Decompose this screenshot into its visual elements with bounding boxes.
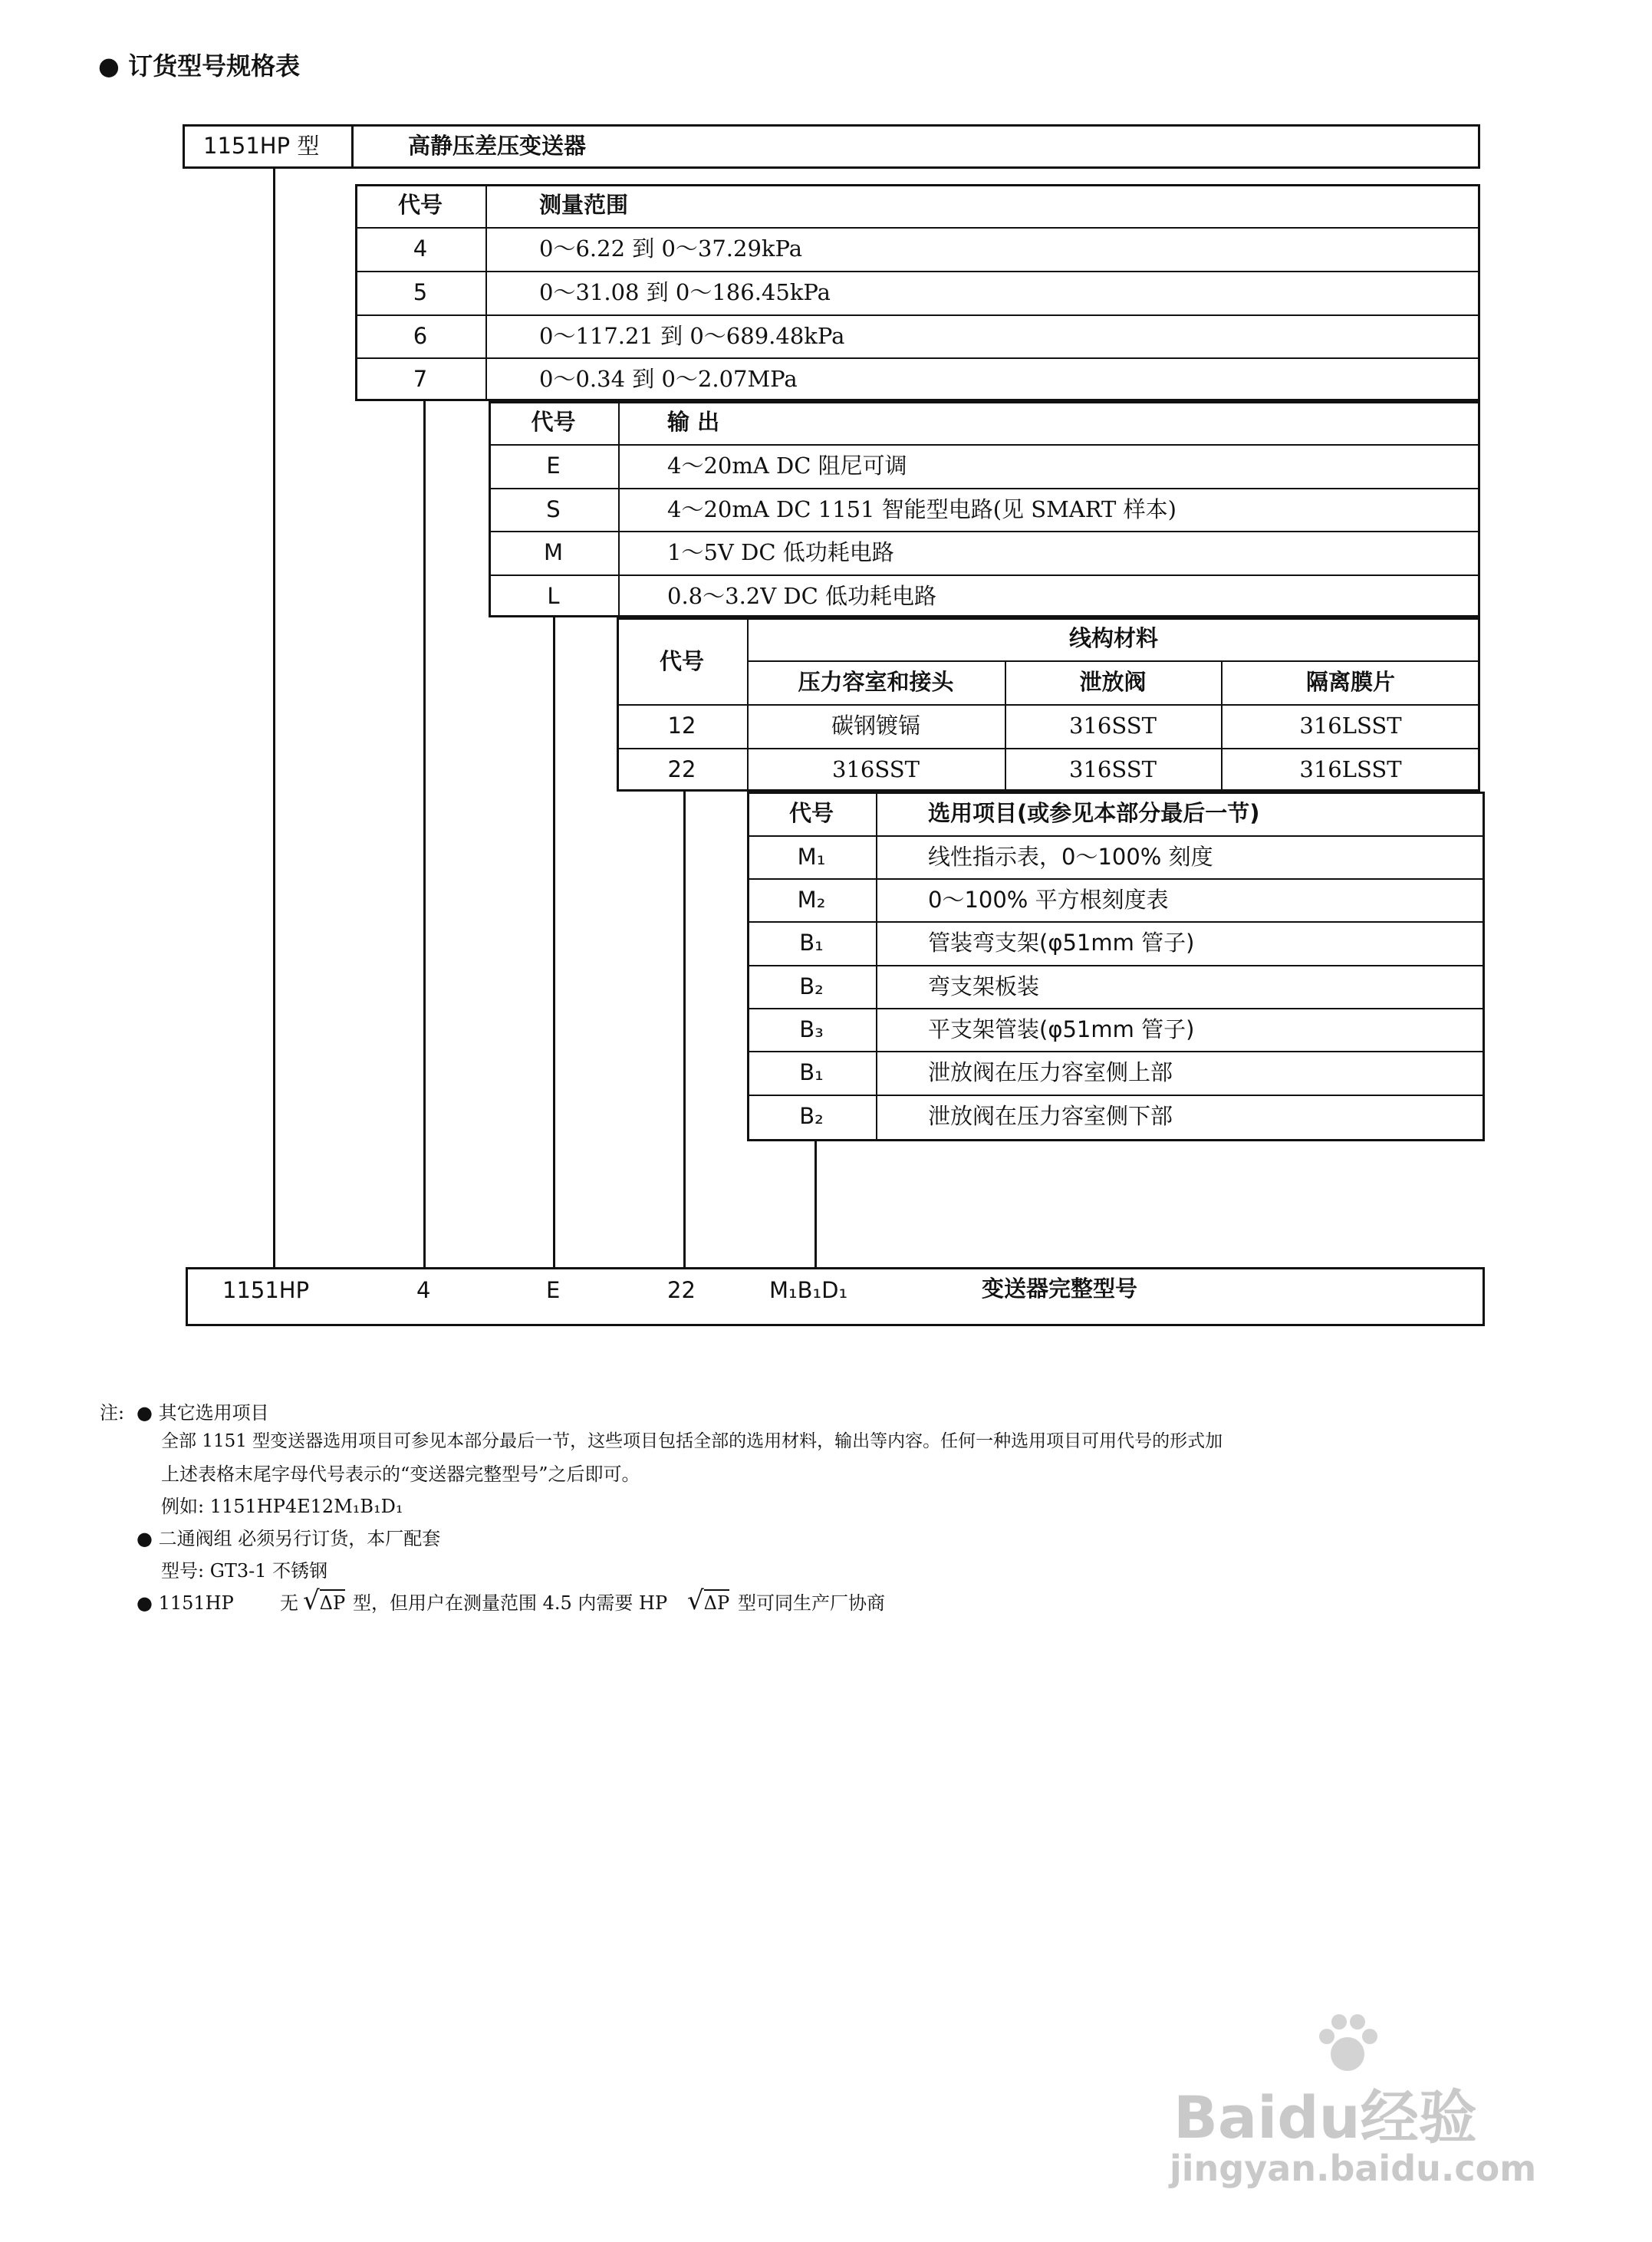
paw-icon — [1313, 2010, 1382, 2079]
output-header-code: 代号 — [531, 409, 576, 435]
material-code: 12 — [667, 713, 696, 739]
sqrt-delta-p: √ΔP — [303, 1585, 346, 1616]
model-name: 高静压差压变送器 — [408, 133, 587, 159]
output-value: 1～5V DC 低功耗电路 — [667, 539, 894, 565]
full-model-range: 4 — [416, 1277, 431, 1303]
connector-options — [814, 1141, 817, 1269]
material-col3: 316LSST — [1299, 756, 1402, 782]
range-value: 0～117.21 到 0～689.48kPa — [539, 323, 845, 349]
model-code: 1151HP 型 — [203, 133, 320, 159]
sqrt-term: ΔP — [320, 1589, 345, 1614]
option-value: 平支架管装(φ51mm 管子) — [928, 1016, 1195, 1042]
option-value: 泄放阀在压力容室侧上部 — [928, 1059, 1173, 1085]
connector-range — [423, 401, 426, 1269]
option-code: B₂ — [799, 1103, 824, 1129]
full-model-label: 变送器完整型号 — [982, 1276, 1138, 1302]
full-model-material: 22 — [667, 1277, 696, 1303]
material-header-col2: 泄放阀 — [1079, 669, 1147, 695]
note-line: 例如: 1151HP4E12M₁B₁D₁ — [161, 1496, 403, 1517]
option-value: 线性指示表，0～100% 刻度 — [928, 844, 1213, 870]
option-value: 泄放阀在压力容室侧下部 — [928, 1103, 1173, 1129]
material-header-code: 代号 — [659, 648, 704, 674]
option-value: 管装弯支架(φ51mm 管子) — [928, 930, 1195, 956]
output-value: 4～20mA DC 阻尼可调 — [667, 453, 907, 479]
note-line: ● 二通阀组 必须另行订货，本厂配套 — [137, 1528, 441, 1549]
note-line: 型号: GT3-1 不锈钢 — [161, 1560, 328, 1582]
notes-prefix: 注: — [100, 1402, 125, 1424]
option-code: M₁ — [797, 844, 826, 870]
note-line: ● 其它选用项目 — [137, 1402, 269, 1424]
full-model-model: 1151HP — [222, 1277, 310, 1303]
range-code: 5 — [413, 279, 428, 305]
output-code: E — [546, 453, 561, 479]
note-line: 上述表格末尾字母代号表示的“变送器完整型号”之后即可。 — [161, 1463, 640, 1485]
option-header-label: 选用项目(或参见本部分最后一节) — [928, 800, 1260, 826]
option-code: M₂ — [797, 887, 826, 913]
material-header-group: 线构材料 — [1068, 625, 1158, 651]
option-code: B₁ — [799, 1059, 824, 1085]
range-code: 6 — [413, 323, 428, 349]
option-value: 0～100% 平方根刻度表 — [928, 887, 1169, 913]
output-code: S — [546, 496, 561, 522]
full-model-output: E — [546, 1277, 561, 1303]
material-col1: 316SST — [832, 756, 920, 782]
note-line: ● 1151HP — [137, 1592, 234, 1614]
model-header-box — [183, 124, 1480, 169]
range-value: 0～6.22 到 0～37.29kPa — [539, 235, 803, 262]
sqrt-delta-p: √ΔP — [687, 1585, 730, 1616]
output-code: M — [543, 539, 564, 565]
option-code: B₃ — [799, 1016, 824, 1042]
watermark-url: jingyan.baidu.com — [1170, 2148, 1537, 2189]
output-header-label: 输 出 — [667, 409, 720, 435]
material-col1: 碳钢镀镉 — [831, 713, 920, 739]
range-header-label: 测量范围 — [539, 192, 629, 218]
material-code: 22 — [667, 756, 696, 782]
sqrt-term: ΔP — [704, 1589, 729, 1614]
material-col2: 316SST — [1069, 713, 1157, 739]
connector-model — [273, 169, 275, 1269]
option-header-code: 代号 — [788, 800, 834, 826]
note-line: 型，但用户在测量范围 4.5 内需要 HP — [353, 1592, 668, 1614]
range-header-code: 代号 — [397, 192, 443, 218]
material-col3: 316LSST — [1299, 713, 1402, 739]
output-code: L — [547, 583, 560, 609]
full-model-options: M₁B₁D₁ — [769, 1277, 848, 1303]
range-table — [355, 184, 1480, 401]
output-value: 0.8～3.2V DC 低功耗电路 — [667, 583, 937, 609]
watermark-brand: Baidu经验 — [1173, 2083, 1477, 2151]
connector-material — [683, 792, 686, 1269]
output-value: 4～20mA DC 1151 智能型电路(见 SMART 样本) — [667, 496, 1176, 522]
option-code: B₂ — [799, 973, 824, 999]
note-line: 型可同生产厂协商 — [738, 1592, 885, 1614]
material-header-col3: 隔离膜片 — [1305, 669, 1395, 695]
material-col2: 316SST — [1069, 756, 1157, 782]
range-value: 0～31.08 到 0～186.45kPa — [539, 279, 831, 305]
material-header-col1: 压力容室和接头 — [798, 669, 954, 695]
option-code: B₁ — [799, 930, 824, 956]
note-line: 全部 1151 型变送器选用项目可参见本部分最后一节，这些项目包括全部的选用材料，输出等内容。任何一种选用项目可用代号的形式加 — [161, 1431, 1223, 1451]
option-value: 弯支架板装 — [928, 973, 1040, 999]
range-code: 4 — [413, 235, 428, 262]
connector-output — [553, 617, 555, 1269]
range-code: 7 — [413, 366, 428, 392]
page-title: ● 订货型号规格表 — [98, 51, 301, 81]
range-value: 0～0.34 到 0～2.07MPa — [539, 366, 798, 392]
note-line: 无 — [280, 1592, 298, 1614]
